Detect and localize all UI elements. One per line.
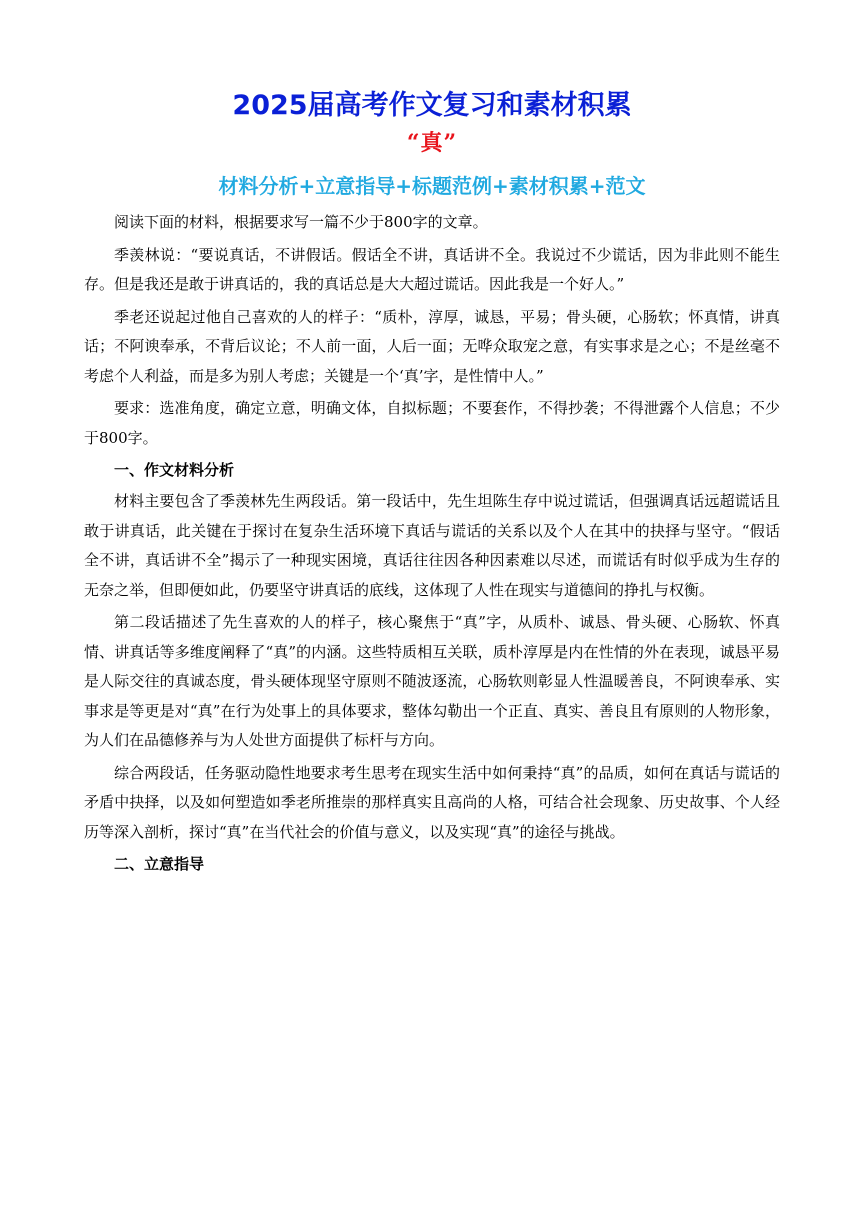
analysis-paragraph: 综合两段话，任务驱动隐性地要求考生思考在现实生活中如何秉持“真”的品质，如何在真话与谎话的矛盾中抉择，以及如何塑造如季老所推崇的那样真实且高尚的人格，可结合社会现象、历史故事、个人经历等深入剖析，探讨“真”在当代社会的价值与意义，以及实现“真”的途径与挑战。: [84, 763, 780, 841]
prompt-quote-2: 季老还说起过他自己喜欢的人的样子：“质朴，淳厚，诚恳，平易；骨头硬，心肠软；怀真情，讲真话；不阿谀奉承，不背后议论；不人前一面，人后一面；无哗众取宠之意，有实事求是之心；不是丝毫不考虑个人利益，而是多为别人考虑；关键是一个‘真’字，是性情中人。”: [84, 307, 780, 385]
document-title: 2025届高考作文复习和素材积累: [232, 90, 632, 121]
section-heading-guidance: 二、立意指导: [114, 855, 205, 873]
document-subtitle: “真”: [406, 130, 458, 156]
prompt-requirements: 要求：选准角度，确定立意，明确文体，自拟标题；不要套作，不得抄袭；不得泄露个人信息；不少于800字。: [84, 399, 780, 447]
section-heading-analysis: 一、作文材料分析: [114, 461, 235, 479]
analysis-paragraph: 第二段话描述了先生喜欢的人的样子，核心聚焦于“真”字，从质朴、诚恳、骨头硬、心肠软、怀真情、讲真话等多维度阐释了“真”的内涵。这些特质相互关联，质朴淳厚是内在性情的外在表现，诚恳平易是人际交往的真诚态度，骨头硬体现坚守原则不随波逐流，心肠软则彰显人性温暖善良，不阿谀奉承、实事求是等更是对“真”在行为处事上的具体要求，整体勾勒出一个正直、真实、善良且有原则的人物形象，为人们在品德修养与为人处世方面提供了标杆与方向。: [84, 613, 780, 749]
analysis-paragraph: 材料主要包含了季羡林先生两段话。第一段话中，先生坦陈生存中说过谎话，但强调真话远超谎话且敢于讲真话，此关键在于探讨在复杂生活环境下真话与谎话的关系以及个人在其中的抉择与坚守。“假话全不讲，真话讲不全”揭示了一种现实困境，真话往往因各种因素难以尽述，而谎话有时似乎成为生存的无奈之举，但即便如此，仍要坚守讲真话的底线，这体现了人性在现实与道德间的挣扎与权衡。: [84, 492, 780, 599]
prompt-instruction: 阅读下面的材料，根据要求写一篇不少于800字的文章。: [114, 213, 488, 231]
writing-prompt: [84, 208, 780, 453]
document-banner: 材料分析+立意指导+标题范例+素材积累+范文: [218, 174, 646, 198]
prompt-quote-1: 季羡林说：“要说真话，不讲假话。假话全不讲，真话讲不全。我说过不少谎话，因为非此则不能生存。但是我还是敢于讲真话的，我的真话总是大大超过谎话。因此我是一个好人。”: [84, 245, 780, 293]
